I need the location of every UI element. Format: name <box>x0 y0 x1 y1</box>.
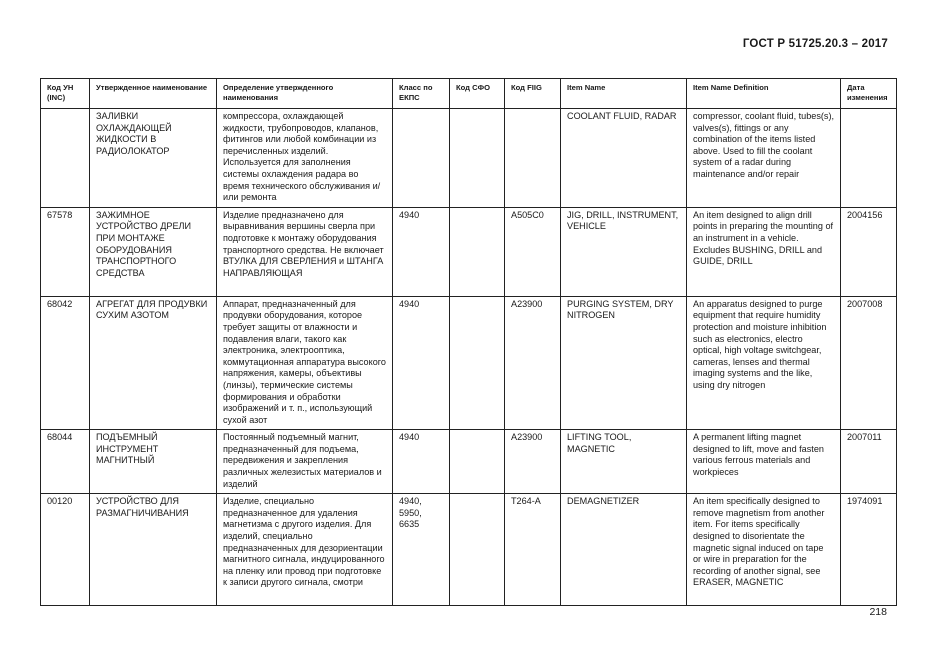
cell-definition-ru: Изделие, специально предназначенное для удаления магнетизма с другого изделия. Для изделий, специально предназначенных для дезориентации магнитного сигнала, индуцированного на пленку или провод при подготовке к записи другого сигнала, смотри <box>217 494 393 606</box>
cell-item-name: DEMAGNETIZER <box>561 494 687 606</box>
column-header-class: Класс по ЕКПС <box>393 79 450 109</box>
cell-sfo <box>450 296 505 430</box>
cell-sfo <box>450 430 505 494</box>
column-header-inc: Код УН (INC) <box>41 79 90 109</box>
cell-date: 2004156 <box>841 207 897 296</box>
catalog-table <box>40 78 897 606</box>
cell-date: 2007008 <box>841 296 897 430</box>
cell-date: 2007011 <box>841 430 897 494</box>
column-header-item-definition: Item Name Definition <box>687 79 841 109</box>
cell-name-ru: УСТРОЙСТВО ДЛЯ РАЗМАГНИЧИВАНИЯ <box>90 494 217 606</box>
cell-class: 4940 <box>393 207 450 296</box>
cell-inc: 68042 <box>41 296 90 430</box>
column-header-definition-ru: Определение утвержденного наименования <box>217 79 393 109</box>
table-row <box>41 207 897 296</box>
column-header-sfo: Код СФО <box>450 79 505 109</box>
cell-fiig: A505C0 <box>505 207 561 296</box>
cell-item-definition: An item designed to align drill points in preparing the mounting of an instrument in a vehicle. Excludes BUSHING, DRILL and GUIDE, DRILL <box>687 207 841 296</box>
cell-inc <box>41 109 90 208</box>
cell-fiig: T264-A <box>505 494 561 606</box>
cell-item-name: JIG, DRILL, INSTRUMENT, VEHICLE <box>561 207 687 296</box>
cell-name-ru: ЗАЛИВКИ ОХЛАЖДАЮЩЕЙ ЖИДКОСТИ В РАДИОЛОКАТОР <box>90 109 217 208</box>
cell-class: 4940 <box>393 430 450 494</box>
cell-sfo <box>450 494 505 606</box>
cell-name-ru: АГРЕГАТ ДЛЯ ПРОДУВКИ СУХИМ АЗОТОМ <box>90 296 217 430</box>
table-header-row <box>41 79 897 109</box>
table-row <box>41 494 897 606</box>
cell-inc: 00120 <box>41 494 90 606</box>
cell-class: 4940, 5950, 6635 <box>393 494 450 606</box>
column-header-date: Дата изменения <box>841 79 897 109</box>
table-row <box>41 430 897 494</box>
cell-fiig: A23900 <box>505 430 561 494</box>
cell-inc: 68044 <box>41 430 90 494</box>
cell-name-ru: ЗАЖИМНОЕ УСТРОЙСТВО ДРЕЛИ ПРИ МОНТАЖЕ ОБОРУДОВАНИЯ ТРАНСПОРТНОГО СРЕДСТВА <box>90 207 217 296</box>
cell-date: 1974091 <box>841 494 897 606</box>
cell-name-ru: ПОДЪЕМНЫЙ ИНСТРУМЕНТ МАГНИТНЫЙ <box>90 430 217 494</box>
cell-item-definition: A permanent lifting magnet designed to lift, move and fasten various ferrous materials and workpieces <box>687 430 841 494</box>
cell-inc: 67578 <box>41 207 90 296</box>
cell-class: 4940 <box>393 296 450 430</box>
cell-item-definition: compressor, coolant fluid, tubes(s), valves(s), fittings or any combination of the items listed above. Used to fill the coolant system of a radar during maintenance and/or repair <box>687 109 841 208</box>
cell-date <box>841 109 897 208</box>
cell-class <box>393 109 450 208</box>
table-row <box>41 296 897 430</box>
cell-item-definition: An apparatus designed to purge equipment that require humidity protection and moisture inhibition such as electronics, electro optical, high voltage switchgear, cameras, lenses and thermal imaging systems and the like, using dry nitrogen <box>687 296 841 430</box>
document-code: ГОСТ Р 51725.20.3 – 2017 <box>742 38 888 50</box>
column-header-name-ru: Утвержденное наименование <box>90 79 217 109</box>
cell-definition-ru: Изделие предназначено для выравнивания вершины сверла при подготовке к монтажу оборудования транспортного средства. Не включает ВТУЛКА ДЛЯ СВЕРЛЕНИЯ и ШТАНГА НАПРАВЛЯЮЩАЯ <box>217 207 393 296</box>
cell-item-name: COOLANT FLUID, RADAR <box>561 109 687 208</box>
cell-item-name: PURGING SYSTEM, DRY NITROGEN <box>561 296 687 430</box>
column-header-fiig: Код FIIG <box>505 79 561 109</box>
cell-definition-ru: Постоянный подъемный магнит, предназначенный для подъема, передвижения и закрепления различных железистых материалов и изделий <box>217 430 393 494</box>
cell-definition-ru: компрессора, охлаждающей жидкости, трубопроводов, клапанов, фитингов или любой комбинации из перечисленных изделий. Используется для заполнения системы охлаждения радара во время технического обслуживания и/или ремонта <box>217 109 393 208</box>
cell-sfo <box>450 207 505 296</box>
cell-fiig: A23900 <box>505 296 561 430</box>
cell-item-name: LIFTING TOOL, MAGNETIC <box>561 430 687 494</box>
page-number: 218 <box>869 606 887 618</box>
cell-fiig <box>505 109 561 208</box>
cell-definition-ru: Аппарат, предназначенный для продувки оборудования, которое требует защиты от влажности и подавления влаги, такого как электроника, электрооптика, коммутационная аппаратура высокого напряжения, камеры, объективы (линзы), термические системы формирования и обработки изображений и т. п., использующий сухой азот <box>217 296 393 430</box>
table-row <box>41 109 897 208</box>
cell-sfo <box>450 109 505 208</box>
column-header-item-name: Item Name <box>561 79 687 109</box>
cell-item-definition: An item specifically designed to remove magnetism from another item. For items specifically designed to disorientate the magnetic signal induced on tape or wire in preparation for the recording of another signal, see ERASER, MAGNETIC <box>687 494 841 606</box>
